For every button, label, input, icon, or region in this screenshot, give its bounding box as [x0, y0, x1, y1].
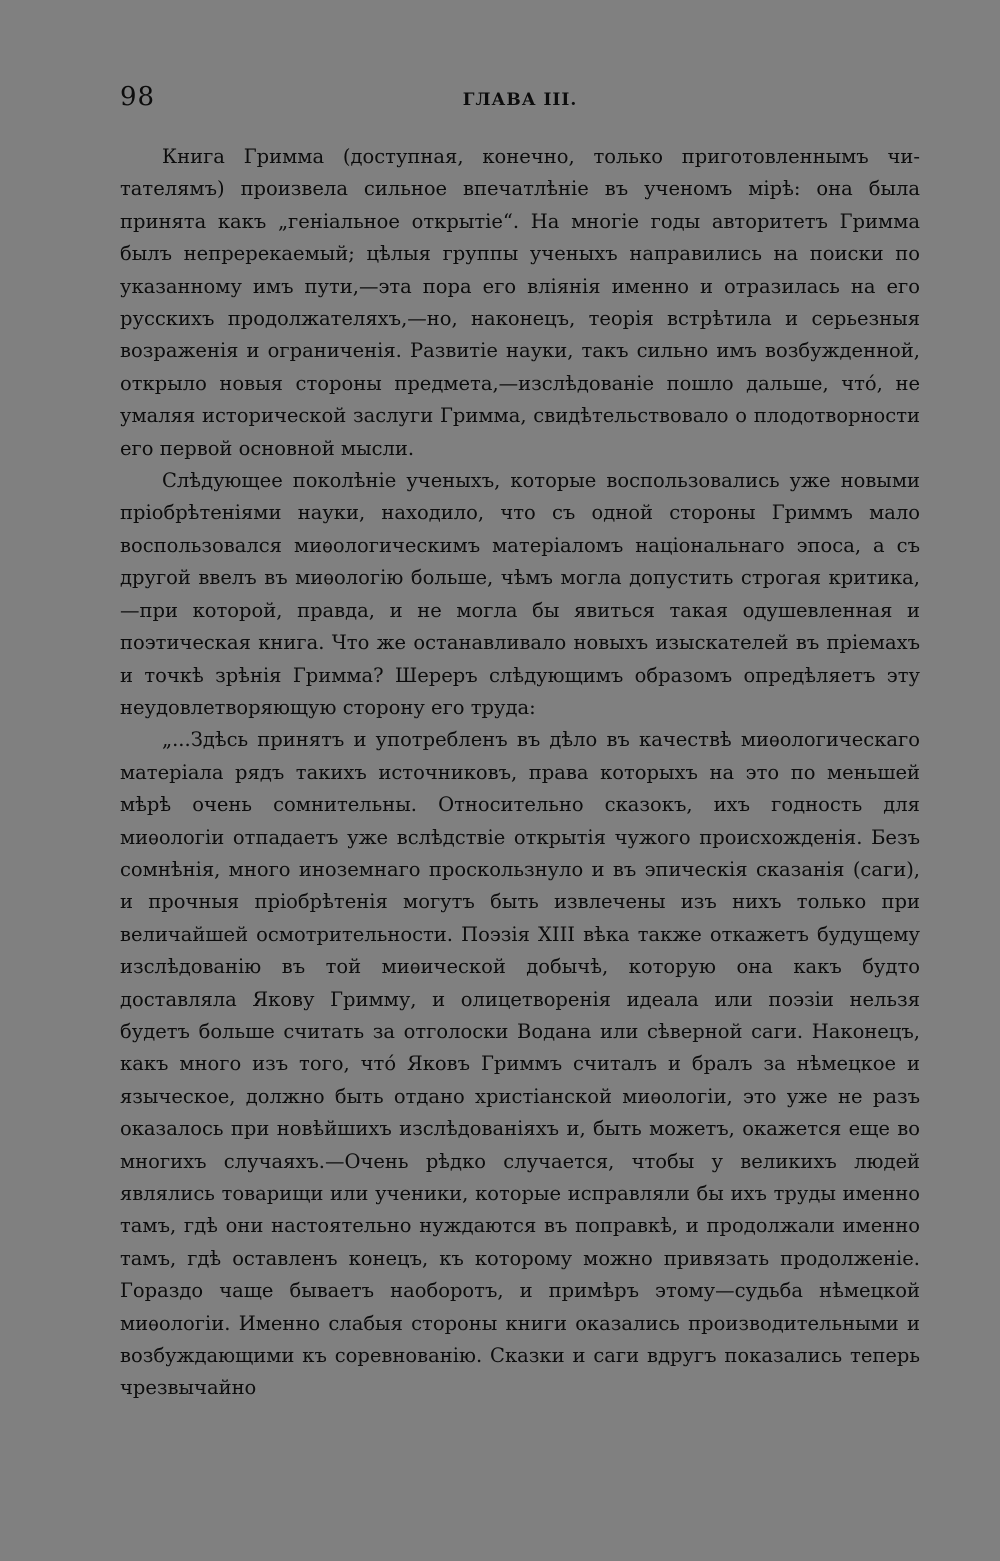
running-head: ГЛАВА III. [462, 90, 578, 110]
body-text [120, 141, 920, 1405]
book-page [120, 0, 920, 1561]
paragraph-2: Слѣдующее поколѣніе ученыхъ, которые воспользовались уже новыми пріобрѣтеніями науки, находило, что съ одной стороны Гриммъ мало воспользовался миѳологическимъ матеріаломъ національнаго эпоса, а съ другой ввелъ въ миѳологію больше, чѣмъ могла допустить строгая критика,—при которой, правда, и не могла бы явиться такая одушевленная и поэтическая книга. Что же останавливало новыхъ изыскателей въ пріемахъ и точкѣ зрѣнія Гримма? Шереръ слѣдующимъ образомъ опредѣляетъ эту неудовлетворяющую сторону его труда: [120, 469, 920, 719]
paragraph-1: Книга Гримма (доступная, конечно, только приготовленнымъ читателямъ) произвела сильное впечатлѣніе въ ученомъ мірѣ: она была принята какъ „геніальное открытіе“. На многіе годы авторитетъ Гримма былъ непререкаемый; цѣлыя группы ученыхъ направились на поиски по указанному имъ пути,—эта пора его вліянія именно и отразилась на его русскихъ продолжателяхъ,—но, наконецъ, теорія встрѣтила и серьезныя возраженія и ограниченія. Развитіе науки, такъ сильно имъ возбужденной, открыло новыя стороны предмета,—изслѣдованіе пошло дальше, что́, не умаляя исторической заслуги Гримма, свидѣтельствовало о плодотворности его первой основной мысли. [120, 145, 920, 460]
page-number: 98 [120, 82, 156, 112]
paragraph-3-quote: „...Здѣсь принятъ и употребленъ въ дѣло въ качествѣ миѳологическаго матеріала рядъ такихъ источниковъ, права которыхъ на это по меньшей мѣрѣ очень сомнительны. Относительно сказокъ, ихъ годность для миѳологіи отпадаетъ уже вслѣдствіе открытія чужого происхожденія. Безъ сомнѣнія, много иноземнаго проскользнуло и въ эпическія сказанія (саги), и прочныя пріобрѣтенія могутъ быть извлечены изъ нихъ только при величайшей осмотрительности. Поэзія XIII вѣка также откажетъ будущему изслѣдованію въ той миѳической добычѣ, которую она какъ будто доставляла Якову Гримму, и олицетворенія идеала или поэзіи нельзя будетъ больше считать за отголоски Водана или сѣверной саги. Наконецъ, какъ много изъ того, что́ Яковъ Гриммъ считалъ и бралъ за нѣмецкое и языческое, должно быть отдано христіанской миѳологіи, это уже не разъ оказалось при новѣйшихъ изслѣдованіяхъ и, быть можетъ, окажется еще во многихъ случаяхъ.—Очень рѣдко случается, чтобы у великихъ людей являлись товарищи или ученики, которые исправляли бы ихъ труды именно тамъ, гдѣ они настоятельно нуждаются въ поправкѣ, и продолжали именно тамъ, гдѣ оставленъ конецъ, къ которому можно привязать продолженіе. Гораздо чаще бываетъ наоборотъ, и примѣръ этому—судьба нѣмецкой миѳологіи. Именно слабыя стороны книги оказались производительными и возбуждающими къ соревнованію. Сказки и саги вдругъ показались теперь чрезвычайно [120, 728, 920, 1400]
page-header [120, 82, 920, 118]
